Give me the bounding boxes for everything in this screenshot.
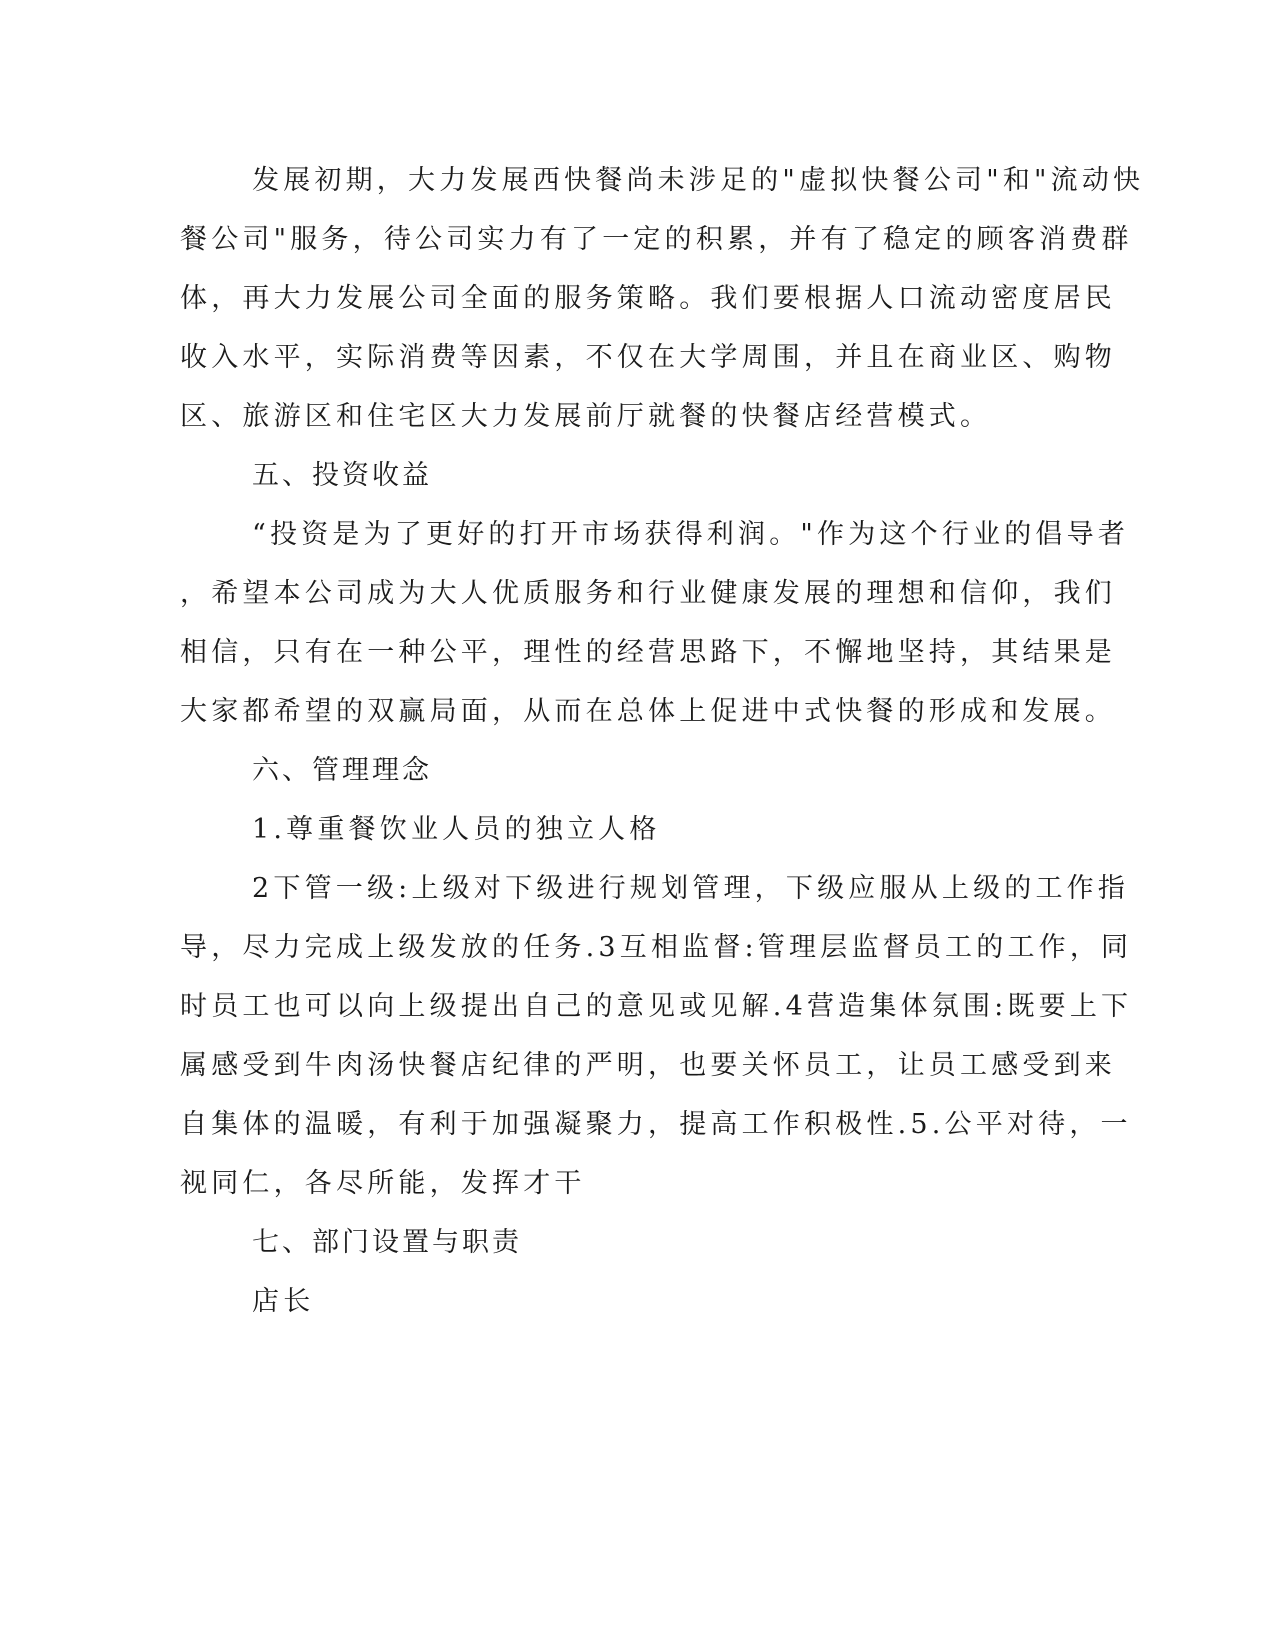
paragraph-line: 餐公司"服务，待公司实力有了一定的积累，并有了稳定的顾客消费群 [180,224,1133,255]
paragraph-line: 2下管一级:上级对下级进行规划管理，下级应服从上级的工作指 [252,873,1130,904]
section-heading: 七、部门设置与职责 [252,1227,522,1258]
paragraph-line: “投资是为了更好的打开市场获得利润。"作为这个行业的倡导者 [252,519,1130,550]
paragraph-line: 视同仁，各尽所能，发挥才干 [180,1168,586,1199]
paragraph-line: 发展初期，大力发展西快餐尚未涉足的"虚拟快餐公司"和"流动快 [252,165,1145,196]
paragraph-line: 体，再大力发展公司全面的服务策略。我们要根据人口流动密度居民 [180,283,1116,314]
section-heading: 五、投资收益 [252,460,432,491]
list-item: 1.尊重餐饮业人员的独立人格 [252,814,661,845]
paragraph-line: 相信，只有在一种公平，理性的经营思路下，不懈地坚持，其结果是 [180,637,1116,668]
paragraph-line: 时员工也可以向上级提出自己的意见或见解.4营造集体氛围:既要上下 [180,991,1133,1022]
section-heading: 六、管理理念 [252,755,432,786]
paragraph-line: ，希望本公司成为大人优质服务和行业健康发展的理想和信仰，我们 [180,578,1116,609]
paragraph-line: 属感受到牛肉汤快餐店纪律的严明，也要关怀员工，让员工感受到来 [180,1050,1116,1081]
paragraph-line: 导，尽力完成上级发放的任务.3互相监督:管理层监督员工的工作，同 [180,932,1133,963]
paragraph-line: 大家都希望的双赢局面，从而在总体上促进中式快餐的形成和发展。 [180,696,1116,727]
paragraph-line: 区、旅游区和住宅区大力发展前厅就餐的快餐店经营模式。 [180,401,992,432]
paragraph-line: 自集体的温暖，有利于加强凝聚力，提高工作积极性.5.公平对待，一 [180,1109,1132,1140]
paragraph-line: 店长 [252,1286,315,1317]
paragraph-line: 收入水平，实际消费等因素，不仅在大学周围，并且在商业区、购物 [180,342,1116,373]
